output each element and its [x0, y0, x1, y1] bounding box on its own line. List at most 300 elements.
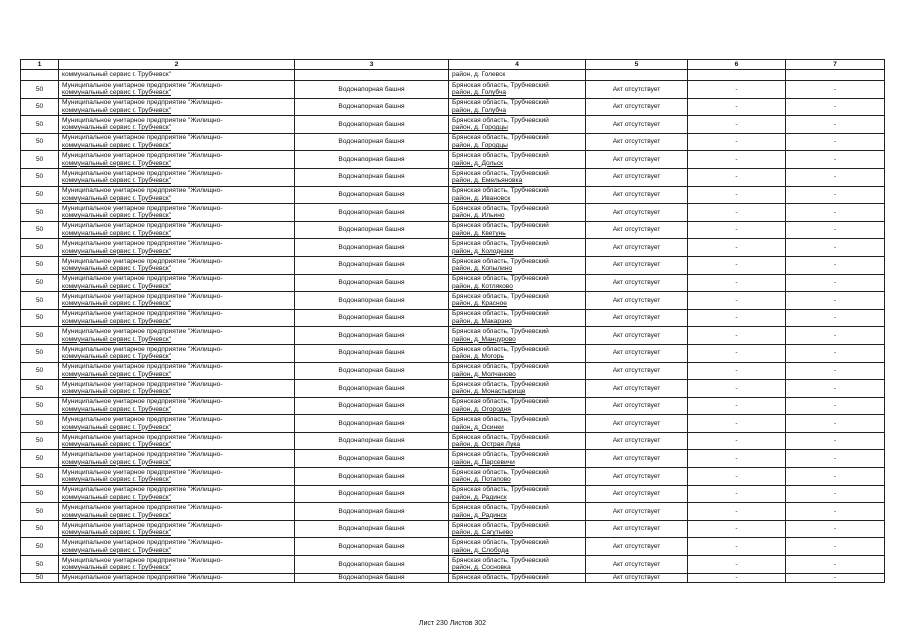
- organization-line-1: Муниципальное унитарное предприятие "Жилищно-: [62, 398, 223, 406]
- cell-object: Водонапорная башня: [295, 432, 449, 450]
- cell-code: 50: [21, 309, 59, 327]
- cell-act: Акт отсутствует: [586, 397, 688, 415]
- cell-organization: [59, 450, 295, 468]
- location-line-2: район, д. Копылино: [452, 265, 513, 273]
- page-footer: Лист 230 Листов 302: [418, 620, 487, 627]
- cell-organization: [59, 292, 295, 310]
- cell-col6: -: [688, 256, 786, 274]
- cell-col7: -: [786, 468, 885, 486]
- cell-act: Акт отсутствует: [586, 538, 688, 556]
- table-row: [21, 186, 885, 204]
- col-header-4: 4: [449, 60, 586, 70]
- cell-organization: [59, 344, 295, 362]
- cell-col7: -: [786, 450, 885, 468]
- header-row: [21, 60, 885, 70]
- cell-col6: -: [688, 415, 786, 433]
- cell-location: Брянская область, Трубчевский: [449, 573, 586, 582]
- cell-act: Акт отсутствует: [586, 485, 688, 503]
- table-row: [21, 116, 885, 134]
- cell-col6: -: [688, 573, 786, 582]
- cell-act: [586, 70, 688, 81]
- cell-col7: -: [786, 432, 885, 450]
- cell-code: 50: [21, 503, 59, 521]
- cell-organization: [59, 133, 295, 151]
- cell-act: Акт отсутствует: [586, 186, 688, 204]
- cell-col7: -: [786, 327, 885, 345]
- cell-location: [449, 432, 586, 450]
- cell-code: 50: [21, 168, 59, 186]
- cell-act: Акт отсутствует: [586, 168, 688, 186]
- cell-act: Акт отсутствует: [586, 309, 688, 327]
- organization-line-1: Муниципальное унитарное предприятие "Жилищно-: [62, 257, 223, 265]
- cell-organization: [59, 432, 295, 450]
- cell-code: 50: [21, 538, 59, 556]
- location-line-1: Брянская область, Трубчевский: [452, 204, 549, 212]
- organization-line-1: Муниципальное унитарное предприятие "Жилищно-: [62, 521, 223, 529]
- location-line-2: район, д. Сосновка: [452, 564, 511, 572]
- organization-line-2: коммунальный сервис г. Трубчевск": [62, 142, 171, 150]
- cell-object: Водонапорная башня: [295, 81, 449, 99]
- cell-object: Водонапорная башня: [295, 485, 449, 503]
- cell-object: Водонапорная башня: [295, 116, 449, 134]
- location-line-1: Брянская область, Трубчевский: [452, 187, 549, 195]
- cell-object: Водонапорная башня: [295, 538, 449, 556]
- location-line-2: район, д. Голубча: [452, 106, 507, 114]
- organization-line-1: Муниципальное унитарное предприятие "Жилищно-: [62, 187, 223, 195]
- table-body: [21, 70, 885, 583]
- location-line-2: район, д. Потапово: [452, 476, 511, 484]
- cell-act: Акт отсутствует: [586, 520, 688, 538]
- cell-col7: -: [786, 380, 885, 398]
- organization-line-1: Муниципальное унитарное предприятие "Жилищно-: [62, 134, 223, 142]
- cell-location: [449, 186, 586, 204]
- organization-line-2: коммунальный сервис г. Трубчевск": [62, 318, 171, 326]
- cell-act: Акт отсутствует: [586, 556, 688, 574]
- cell-code: 50: [21, 344, 59, 362]
- cell-act: Акт отсутствует: [586, 344, 688, 362]
- cell-object: Водонапорная башня: [295, 292, 449, 310]
- cell-col7: -: [786, 309, 885, 327]
- organization-line-2: коммунальный сервис г. Трубчевск": [62, 546, 171, 554]
- location-line-2: район, д. Могорь: [452, 353, 504, 361]
- cell-object: Водонапорная башня: [295, 274, 449, 292]
- cell-location: [449, 239, 586, 257]
- table-row: [21, 256, 885, 274]
- organization-line-2: коммунальный сервис г. Трубчевск": [62, 370, 171, 378]
- cell-code: 50: [21, 362, 59, 380]
- location-line-2: район, д. Радинск: [452, 493, 507, 501]
- cell-organization: [59, 81, 295, 99]
- location-line-1: Брянская область, Трубчевский: [452, 292, 549, 300]
- cell-object: Водонапорная башня: [295, 415, 449, 433]
- cell-location: [449, 133, 586, 151]
- cell-col7: -: [786, 186, 885, 204]
- organization-line-1: Муниципальное унитарное предприятие "Жилищно-: [62, 292, 223, 300]
- cell-col6: -: [688, 397, 786, 415]
- cell-object: Водонапорная башня: [295, 133, 449, 151]
- cell-code: 50: [21, 573, 59, 582]
- location-line-1: Брянская область, Трубчевский: [452, 468, 549, 476]
- cell-location: [449, 556, 586, 574]
- cell-act: Акт отсутствует: [586, 239, 688, 257]
- table-row: [21, 468, 885, 486]
- cell-act: Акт отсутствует: [586, 573, 688, 582]
- organization-line-2: коммунальный сервис г. Трубчевск": [62, 124, 171, 132]
- cell-act: Акт отсутствует: [586, 327, 688, 345]
- location-line-2: район, д. Красное: [452, 300, 507, 308]
- cell-code: 50: [21, 151, 59, 169]
- cell-act: Акт отсутствует: [586, 256, 688, 274]
- cell-col6: -: [688, 221, 786, 239]
- organization-line-1: Муниципальное унитарное предприятие "Жилищно-: [62, 486, 223, 494]
- location-line-1: Брянская область, Трубчевский: [452, 99, 549, 107]
- cell-organization: [59, 256, 295, 274]
- table-row: [21, 274, 885, 292]
- cell-object: Водонапорная башня: [295, 503, 449, 521]
- cell-object: Водонапорная башня: [295, 327, 449, 345]
- cell-code: 50: [21, 450, 59, 468]
- cell-col6: -: [688, 468, 786, 486]
- location-line-2: район, д. Сагутьево: [452, 529, 513, 537]
- cell-col7: -: [786, 556, 885, 574]
- cell-act: Акт отсутствует: [586, 133, 688, 151]
- cell-act: Акт отсутствует: [586, 468, 688, 486]
- cell-location: [449, 274, 586, 292]
- cell-location: [449, 468, 586, 486]
- organization-line-1: Муниципальное унитарное предприятие "Жилищно-: [62, 81, 223, 89]
- cell-organization: [59, 538, 295, 556]
- cell-col6: -: [688, 485, 786, 503]
- organization-line-1: Муниципальное унитарное предприятие "Жилищно-: [62, 415, 223, 423]
- organization-line-1: Муниципальное унитарное предприятие "Жилищно-: [62, 503, 223, 511]
- cell-code: 50: [21, 274, 59, 292]
- cell-act: Акт отсутствует: [586, 81, 688, 99]
- cell-organization: [59, 485, 295, 503]
- location-line-2: район, д. Котляково: [452, 282, 513, 290]
- cell-location: [449, 116, 586, 134]
- organization-line-1: Муниципальное унитарное предприятие "Жилищно-: [62, 328, 223, 336]
- cell-object: Водонапорная башня: [295, 450, 449, 468]
- cell-col7: -: [786, 151, 885, 169]
- location-line-1: Брянская область, Трубчевский: [452, 451, 549, 459]
- cell-col6: -: [688, 239, 786, 257]
- cell-organization: [59, 397, 295, 415]
- organization-line-1: Муниципальное унитарное предприятие "Жилищно-: [62, 539, 223, 547]
- cell-location: [449, 520, 586, 538]
- cell-col6: -: [688, 186, 786, 204]
- cell-code: 50: [21, 116, 59, 134]
- cell-location: [449, 538, 586, 556]
- cell-col7: -: [786, 204, 885, 222]
- location-line-2: район, д. Осинки: [452, 423, 504, 431]
- col-header-3: 3: [295, 60, 449, 70]
- cell-location: [449, 204, 586, 222]
- cell-col7: -: [786, 116, 885, 134]
- cell-code: 50: [21, 98, 59, 116]
- cell-col7: -: [786, 362, 885, 380]
- location-line-1: Брянская область, Трубчевский: [452, 539, 549, 547]
- table-row: [21, 204, 885, 222]
- cell-organization: [59, 168, 295, 186]
- cell-col7: -: [786, 239, 885, 257]
- location-line-1: Брянская область, Трубчевский: [452, 486, 549, 494]
- cell-location: [449, 415, 586, 433]
- cell-location: [449, 503, 586, 521]
- cell-col6: -: [688, 362, 786, 380]
- cell-code: 50: [21, 556, 59, 574]
- organization-line-1: Муниципальное унитарное предприятие "Жилищно-: [62, 99, 223, 107]
- cell-code: 50: [21, 204, 59, 222]
- cell-col7: -: [786, 538, 885, 556]
- cell-act: Акт отсутствует: [586, 221, 688, 239]
- location-line-2: район, д. Монастырище: [452, 388, 526, 396]
- cell-object: Водонапорная башня: [295, 344, 449, 362]
- organization-line-1: Муниципальное унитарное предприятие "Жилищно-: [62, 275, 223, 283]
- organization-line-1: Муниципальное унитарное предприятие "Жилищно-: [62, 240, 223, 248]
- cell-organization: [59, 116, 295, 134]
- table-row: [21, 380, 885, 398]
- cell-object: Водонапорная башня: [295, 468, 449, 486]
- cell-organization: [59, 98, 295, 116]
- cell-location: [449, 98, 586, 116]
- organization-line-2: коммунальный сервис г. Трубчевск": [62, 230, 171, 238]
- cell-code: 50: [21, 520, 59, 538]
- cell-object: Водонапорная башня: [295, 397, 449, 415]
- cell-col6: -: [688, 81, 786, 99]
- location-line-2: район, д. Ивановск: [452, 194, 511, 202]
- cell-act: Акт отсутствует: [586, 362, 688, 380]
- cell-col6: -: [688, 450, 786, 468]
- cell-col6: -: [688, 98, 786, 116]
- location-line-1: Брянская область, Трубчевский: [452, 521, 549, 529]
- organization-line-1: Муниципальное унитарное предприятие "Жилищно-: [62, 222, 223, 230]
- cell-col7: [786, 70, 885, 81]
- cell-object: Водонапорная башня: [295, 380, 449, 398]
- cell-organization: [59, 520, 295, 538]
- cell-code: 50: [21, 485, 59, 503]
- organization-line-1: Муниципальное унитарное предприятие "Жилищно-: [62, 169, 223, 177]
- cell-location: [449, 256, 586, 274]
- cell-col7: -: [786, 98, 885, 116]
- organization-line-2: коммунальный сервис г. Трубчевск": [62, 282, 171, 290]
- cell-col6: -: [688, 327, 786, 345]
- cell-act: Акт отсутствует: [586, 274, 688, 292]
- organization-line-2: коммунальный сервис г. Трубчевск": [62, 441, 171, 449]
- cell-location: [449, 344, 586, 362]
- table-row: [21, 415, 885, 433]
- cell-col6: -: [688, 538, 786, 556]
- cell-code: 50: [21, 292, 59, 310]
- cell-object: Водонапорная башня: [295, 256, 449, 274]
- cell-code: 50: [21, 133, 59, 151]
- organization-line-1: Муниципальное унитарное предприятие "Жилищно-: [62, 204, 223, 212]
- location-line-1: Брянская область, Трубчевский: [452, 345, 549, 353]
- cell-organization: [59, 362, 295, 380]
- location-line-1: Брянская область, Трубчевский: [452, 398, 549, 406]
- cell-organization: Муниципальное унитарное предприятие "Жилищно-: [59, 573, 295, 582]
- organization-line-2: коммунальный сервис г. Трубчевск": [62, 300, 171, 308]
- cell-organization: [59, 221, 295, 239]
- location-line-1: Брянская область, Трубчевский: [452, 81, 549, 89]
- organization-line-2: коммунальный сервис г. Трубчевск": [62, 529, 171, 537]
- col-header-7: 7: [786, 60, 885, 70]
- organization-line-2: коммунальный сервис г. Трубчевск": [62, 423, 171, 431]
- cell-code: 50: [21, 468, 59, 486]
- location-line-1: Брянская область, Трубчевский: [452, 310, 549, 318]
- table-row: [21, 81, 885, 99]
- cell-code: [21, 70, 59, 81]
- registry-table: [20, 59, 885, 583]
- cell-act: Акт отсутствует: [586, 292, 688, 310]
- table-row: [21, 503, 885, 521]
- cell-col7: -: [786, 503, 885, 521]
- organization-line-1: Муниципальное унитарное предприятие "Жилищно-: [62, 116, 223, 124]
- cell-location: [449, 485, 586, 503]
- location-line-1: Брянская область, Трубчевский: [452, 240, 549, 248]
- cell-code: 50: [21, 81, 59, 99]
- col-header-1: 1: [21, 60, 59, 70]
- table-row: [21, 538, 885, 556]
- cell-object: Водонапорная башня: [295, 520, 449, 538]
- location-line-2: район, д. Кветунь: [452, 230, 506, 238]
- organization-line-1: Муниципальное унитарное предприятие "Жилищно-: [62, 451, 223, 459]
- cell-organization: [59, 415, 295, 433]
- organization-line-2: коммунальный сервис г. Трубчевск": [62, 458, 171, 466]
- table-row-truncated: [21, 573, 885, 582]
- location-line-2: район, д. Емельяновка: [452, 177, 523, 185]
- cell-location: [449, 221, 586, 239]
- table-row: [21, 520, 885, 538]
- table-row: [21, 362, 885, 380]
- cell-col7: -: [786, 168, 885, 186]
- col-header-2: 2: [59, 60, 295, 70]
- location-line-1: Брянская область, Трубчевский: [452, 328, 549, 336]
- cell-organization: [59, 503, 295, 521]
- cell-code: 50: [21, 397, 59, 415]
- cell-object: Водонапорная башня: [295, 239, 449, 257]
- cell-code: 50: [21, 186, 59, 204]
- location-line-2: район, д. Колодезки: [452, 247, 514, 255]
- location-line-1: Брянская область, Трубчевский: [452, 169, 549, 177]
- location-line-2: район, д. Молчаново: [452, 370, 516, 378]
- cell-location: [449, 397, 586, 415]
- cell-object: Водонапорная башня: [295, 186, 449, 204]
- cell-act: Акт отсутствует: [586, 98, 688, 116]
- cell-col6: -: [688, 344, 786, 362]
- location-line-2: район, д. Ильино: [452, 212, 505, 220]
- cell-col7: -: [786, 274, 885, 292]
- organization-line-2: коммунальный сервис г. Трубчевск": [62, 388, 171, 396]
- organization-line-2: коммунальный сервис г. Трубчевск": [62, 247, 171, 255]
- cell-col6: -: [688, 556, 786, 574]
- organization-line-2: коммунальный сервис г. Трубчевск": [62, 476, 171, 484]
- location-line-2: район, д. Голубча: [452, 89, 507, 97]
- cell-col6: -: [688, 151, 786, 169]
- cell-object: Водонапорная башня: [295, 362, 449, 380]
- organization-line-1: Муниципальное унитарное предприятие "Жилищно-: [62, 310, 223, 318]
- cell-act: Акт отсутствует: [586, 151, 688, 169]
- table-row: [21, 168, 885, 186]
- cell-code: 50: [21, 432, 59, 450]
- cell-organization: коммунальный сервис г. Трубчевск": [59, 70, 295, 81]
- table-row: [21, 98, 885, 116]
- cell-code: 50: [21, 221, 59, 239]
- cell-act: Акт отсутствует: [586, 503, 688, 521]
- cell-col6: -: [688, 204, 786, 222]
- organization-line-1: Муниципальное унитарное предприятие "Жилищно-: [62, 556, 223, 564]
- cell-col6: -: [688, 274, 786, 292]
- location-line-2: район, д. Радинск: [452, 511, 507, 519]
- cell-col6: -: [688, 309, 786, 327]
- cell-organization: [59, 327, 295, 345]
- cell-object: Водонапорная башня: [295, 309, 449, 327]
- location-line-1: Брянская область, Трубчевский: [452, 556, 549, 564]
- organization-line-1: Муниципальное унитарное предприятие "Жилищно-: [62, 468, 223, 476]
- cell-col6: -: [688, 116, 786, 134]
- organization-line-2: коммунальный сервис г. Трубчевск": [62, 106, 171, 114]
- cell-col7: -: [786, 81, 885, 99]
- organization-line-2: коммунальный сервис г. Трубчевск": [62, 89, 171, 97]
- cell-col6: -: [688, 520, 786, 538]
- table-row: [21, 485, 885, 503]
- organization-line-1: Муниципальное унитарное предприятие "Жилищно-: [62, 345, 223, 353]
- table-row: [21, 432, 885, 450]
- location-line-2: район, д. Городцы: [452, 142, 508, 150]
- organization-line-2: коммунальный сервис г. Трубчевск": [62, 493, 171, 501]
- location-line-2: район, д. Огородня: [452, 405, 511, 413]
- table-row: [21, 556, 885, 574]
- organization-line-2: коммунальный сервис г. Трубчевск": [62, 564, 171, 572]
- cell-act: Акт отсутствует: [586, 116, 688, 134]
- table-row: [21, 309, 885, 327]
- organization-line-2: коммунальный сервис г. Трубчевск": [62, 335, 171, 343]
- cell-object: [295, 70, 449, 81]
- location-line-1: Брянская область, Трубчевский: [452, 363, 549, 371]
- cell-col7: -: [786, 133, 885, 151]
- cell-location: [449, 380, 586, 398]
- cell-organization: [59, 151, 295, 169]
- cell-object: Водонапорная башня: [295, 204, 449, 222]
- organization-line-1: Муниципальное унитарное предприятие "Жилищно-: [62, 433, 223, 441]
- table-row: [21, 151, 885, 169]
- cell-organization: [59, 186, 295, 204]
- cell-code: 50: [21, 415, 59, 433]
- location-line-1: Брянская область, Трубчевский: [452, 433, 549, 441]
- cell-col7: -: [786, 344, 885, 362]
- table-row-continued: [21, 70, 885, 81]
- table-row: [21, 344, 885, 362]
- cell-organization: [59, 274, 295, 292]
- cell-location: [449, 362, 586, 380]
- location-line-2: район, д. Манцурово: [452, 335, 516, 343]
- location-line-2: район, д. Дольск: [452, 159, 504, 167]
- cell-location: [449, 81, 586, 99]
- cell-object: Водонапорная башня: [295, 168, 449, 186]
- organization-line-2: коммунальный сервис г. Трубчевск": [62, 194, 171, 202]
- cell-code: 50: [21, 380, 59, 398]
- cell-object: Водонапорная башня: [295, 556, 449, 574]
- cell-organization: [59, 239, 295, 257]
- col-header-5: 5: [586, 60, 688, 70]
- cell-col6: -: [688, 133, 786, 151]
- location-line-1: Брянская область, Трубчевский: [452, 415, 549, 423]
- cell-location: район, д. Голевск: [449, 70, 586, 81]
- location-line-2: район, д. Городцы: [452, 124, 508, 132]
- cell-location: [449, 168, 586, 186]
- cell-col7: -: [786, 256, 885, 274]
- organization-line-2: коммунальный сервис г. Трубчевск": [62, 177, 171, 185]
- location-line-1: Брянская область, Трубчевский: [452, 134, 549, 142]
